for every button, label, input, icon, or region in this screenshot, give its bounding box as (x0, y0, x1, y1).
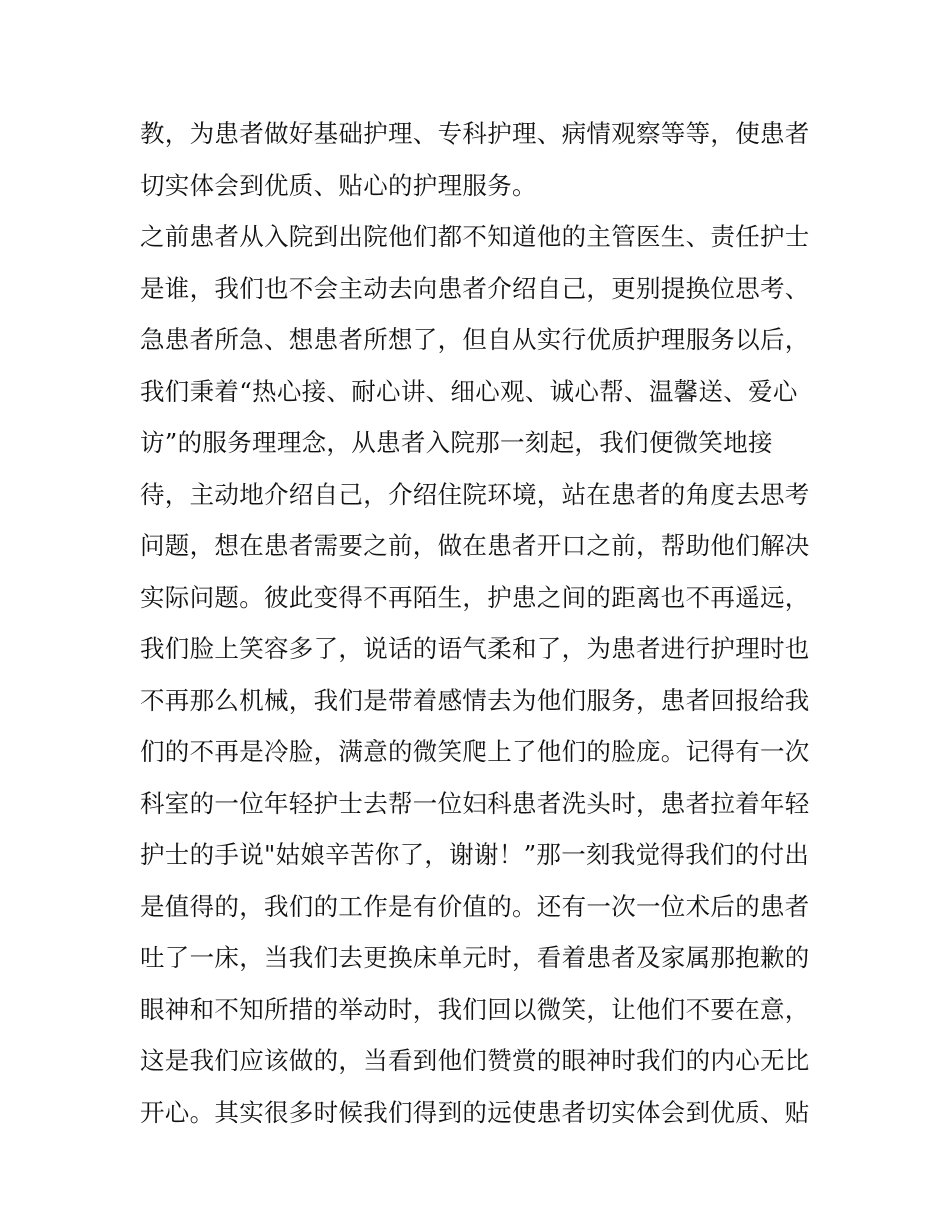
text-line: 是谁，我们也不会主动去向患者介绍自己，更别提换位思考、 (140, 273, 810, 303)
text-line: 切实体会到优质、贴心的护理服务。 (140, 170, 537, 200)
text-line: 我们脸上笑容多了，说话的语气柔和了，为患者进行护理时也 (140, 634, 810, 663)
text-line: 问题，想在患者需要之前，做在患者开口之前，帮助他们解决 (140, 531, 810, 560)
text-line: 护士的手说"姑娘辛苦你了，谢谢！”那一刻我觉得我们的付出 (140, 840, 810, 869)
text-line: 们的不再是冷脸，满意的微笑爬上了他们的脸庞。记得有一次 (140, 737, 810, 766)
text-line: 实际问题。彼此变得不再陌生，护患之间的距离也不再遥远， (140, 582, 810, 612)
text-line: 急患者所急、想患者所想了，但自从实行优质护理服务以后， (140, 325, 810, 354)
body-text (140, 108, 820, 1138)
text-line: 开心。其实很多时候我们得到的远使患者切实体会到优质、贴 (140, 1097, 810, 1127)
text-line: 这是我们应该做的，当看到他们赞赏的眼神时我们的内心无比 (140, 1046, 810, 1075)
text-line: 之前患者从入院到出院他们都不知道他的主管医生、责任护士 (140, 222, 810, 251)
text-line: 教，为患者做好基础护理、专科护理、病情观察等等，使患者 (140, 119, 810, 148)
text-line: 吐了一床，当我们去更换床单元时，看着患者及家属那抱歉的 (140, 943, 810, 972)
text-line: 我们秉着“热心接、耐心讲、细心观、诚心帮、温馨送、爱心 (140, 376, 798, 406)
text-line: 科室的一位年轻护士去帮一位妇科患者洗头时，患者拉着年轻 (140, 788, 810, 818)
text-line: 眼神和不知所措的举动时，我们回以微笑，让他们不要在意， (140, 994, 810, 1024)
text-line: 待，主动地介绍自己，介绍住院环境，站在患者的角度去思考 (140, 479, 810, 509)
text-line: 不再那么机械，我们是带着感情去为他们服务，患者回报给我 (140, 685, 810, 715)
text-line: 是值得的，我们的工作是有价值的。还有一次一位术后的患者 (140, 891, 810, 921)
text-line: 访”的服务理理念，从患者入院那一刻起，我们便微笑地接 (140, 428, 773, 457)
